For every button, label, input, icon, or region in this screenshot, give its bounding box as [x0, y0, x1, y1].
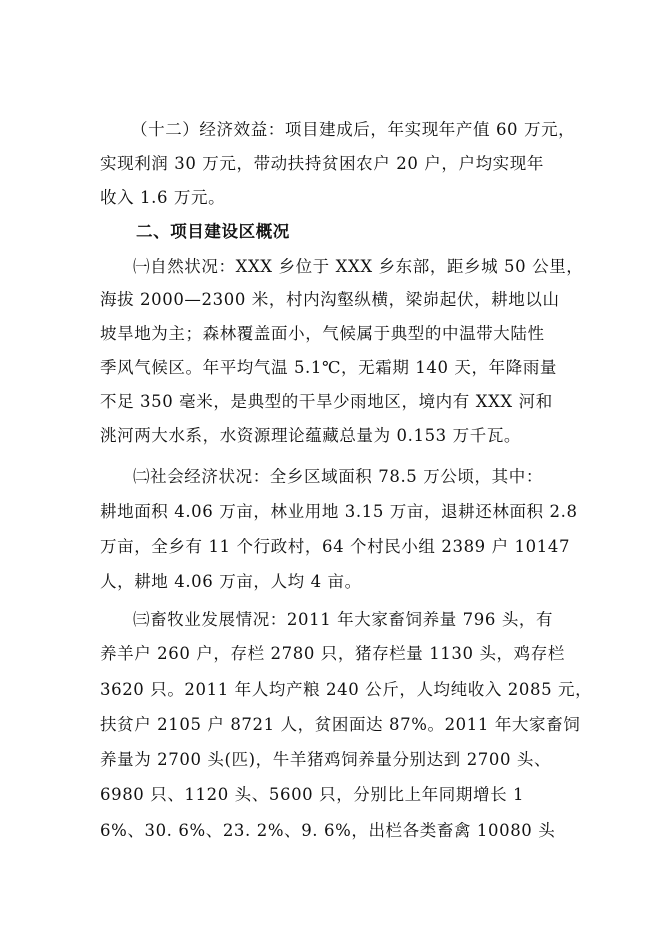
paragraph-economic-benefit-line-2: 实现利润 30 万元，带动扶持贫困农户 20 户，户均实现年 [100, 154, 544, 173]
section-heading: 二、项目建设区概况 [136, 222, 290, 241]
paragraph-livestock-line-4: 扶贫户 2105 户 8721 人，贫困面达 87%。2011 年大家畜饲 [100, 715, 581, 734]
paragraph-livestock-line-7: 6%、30. 6%、23. 2%、9. 6%，出栏各类畜禽 10080 头 [100, 821, 556, 840]
paragraph-livestock-line-3: 3620 只。2011 年人均产粮 240 公斤，人均纯收入 2085 元， [100, 680, 593, 699]
paragraph-livestock-line-2: 养羊户 260 户，存栏 2780 只，猪存栏量 1130 头，鸡存栏 [100, 644, 565, 663]
paragraph-socioeconomic-line-3: 万亩，全乡有 11 个行政村，64 个村民小组 2389 户 10147 [100, 537, 571, 556]
paragraph-livestock-line-1: ㈢畜牧业发展情况：2011 年大家畜饲养量 796 头，有 [133, 610, 554, 629]
paragraph-natural-conditions-line-6: 洮河两大水系，水资源理论蕴藏总量为 0.153 万千瓦。 [100, 426, 522, 445]
paragraph-socioeconomic-line-2: 耕地面积 4.06 万亩，林业用地 3.15 万亩，退耕还林面积 2.8 [100, 502, 578, 521]
paragraph-socioeconomic-line-1: ㈡社会经济状况：全乡区域面积 78.5 万公顷，其中： [133, 467, 543, 486]
paragraph-socioeconomic-line-4: 人，耕地 4.06 万亩，人均 4 亩。 [100, 572, 362, 591]
paragraph-livestock-line-5: 养量为 2700 头(匹)，牛羊猪鸡饲养量分别达到 2700 头、 [100, 750, 552, 769]
paragraph-natural-conditions-line-3: 坡旱地为主；森林覆盖面小，气候属于典型的中温带大陆性 [100, 324, 545, 343]
paragraph-natural-conditions-line-1: ㈠自然状况：XXX 乡位于 XXX 乡东部，距乡城 50 公里， [133, 257, 584, 276]
paragraph-natural-conditions-line-5: 不足 350 毫米，是典型的干旱少雨地区，境内有 XXX 河和 [100, 392, 553, 411]
paragraph-economic-benefit-line-3: 收入 1.6 万元。 [100, 188, 226, 207]
paragraph-natural-conditions-line-4: 季风气候区。年平均气温 5.1℃，无霜期 140 天，年降雨量 [100, 358, 558, 377]
paragraph-economic-benefit-line-1: （十二）经济效益：项目建成后，年实现年产值 60 万元， [131, 120, 576, 139]
paragraph-natural-conditions-line-2: 海拔 2000—2300 米，村内沟壑纵横，梁峁起伏，耕地以山 [100, 290, 560, 309]
paragraph-livestock-line-6: 6980 只、1120 头、5600 只，分别比上年同期增长 1 [100, 785, 525, 804]
